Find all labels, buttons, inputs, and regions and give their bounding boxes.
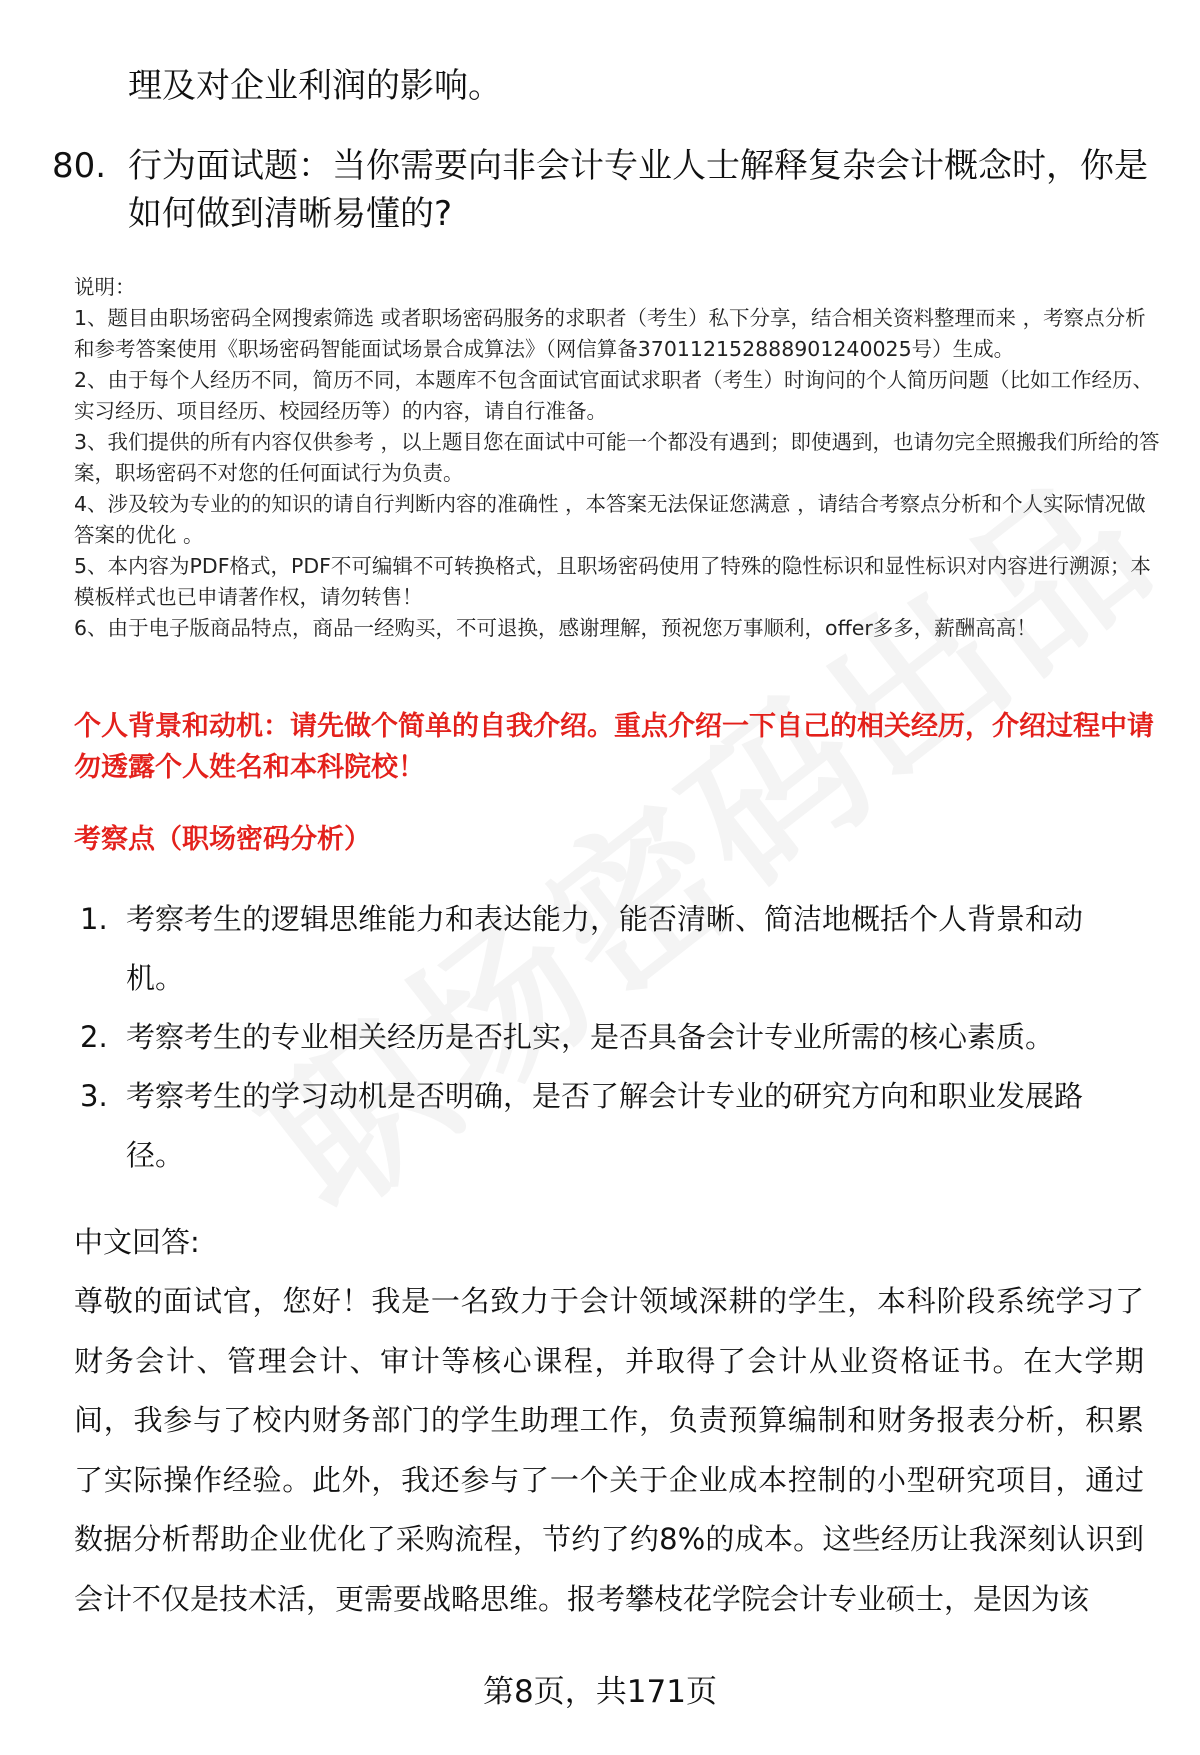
point-number: 2. — [80, 1020, 108, 1054]
section-heading: 个人背景和动机：请先做个简单的自我介绍。重点介绍一下自己的相关经历，介绍过程中请勿透露个人姓名和本科院校！ — [74, 711, 1154, 783]
note-item: 6、由于电子版商品特点，商品一经购买，不可退换，感谢理解，预祝您万事顺利，offer多多，薪酬高高！ — [74, 616, 1037, 640]
note-item: 4、涉及较为专业的的知识的请自行判断内容的准确性 ，本答案无法保证您满意 ，请结合考察点分析和个人实际情况做答案的优化 。 — [74, 492, 1146, 547]
analysis-points — [80, 890, 1120, 1185]
note-item: 3、我们提供的所有内容仅供参考 ，以上题目您在面试中可能一个都没有遇到；即使遇到，也请勿完全照搬我们所给的答案，职场密码不对您的任何面试行为负责。 — [74, 430, 1160, 485]
notes-title: 说明： — [74, 275, 136, 299]
answer-label: 中文回答: — [74, 1225, 200, 1259]
point-number: 3. — [80, 1079, 108, 1113]
point-number: 1. — [80, 902, 108, 936]
question-number: 80. — [52, 146, 107, 186]
note-item: 5、本内容为PDF格式，PDF不可编辑不可转换格式，且职场密码使用了特殊的隐性标识和显性标识对内容进行溯源；本模板样式也已申请著作权，请勿转售！ — [74, 554, 1151, 609]
point-text: 考察考生的学习动机是否明确，是否了解会计专业的研究方向和职业发展路径。 — [126, 1079, 1084, 1172]
question-80 — [52, 142, 1162, 238]
analysis-point — [80, 1008, 1120, 1067]
continued-text: 理及对企业利润的影响。 — [128, 66, 502, 106]
note-item: 1、题目由职场密码全网搜索筛选 或者职场密码服务的求职者（考生）私下分享，结合相关资料整理而来 ，考察点分析和参考答案使用《职场密码智能面试场景合成算法》（网信算备370112152888901240025号）生成。 — [74, 306, 1146, 361]
answer-text: 尊敬的面试官，您好！我是一名致力于会计领域深耕的学生，本科阶段系统学习了财务会计、管理会计、审计等核心课程，并取得了会计从业资格证书。在大学期间，我参与了校内财务部门的学生助理工作，负责预算编制和财务报表分析，积累了实际操作经验。此外，我还参与了一个关于企业成本控制的小型研究项目，通过数据分析帮助企业优化了采购流程，节约了约8%的成本。这些经历让我深刻认识到会计不仅是技术活，更需要战略思维。报考攀枝花学院会计专业硕士，是因为该 — [74, 1284, 1144, 1616]
point-text: 考察考生的逻辑思维能力和表达能力，能否清晰、简洁地概括个人背景和动机。 — [126, 902, 1084, 995]
question-text: 行为面试题：当你需要向非会计专业人士解释复杂会计概念时，你是如何做到清晰易懂的? — [128, 146, 1148, 234]
note-item: 2、由于每个人经历不同，简历不同，本题库不包含面试官面试求职者（考生）时询问的个人简历问题（比如工作经历、实习经历、项目经历、校园经历等）的内容，请自行准备。 — [74, 368, 1154, 423]
analysis-point — [80, 1067, 1120, 1185]
notes-section — [74, 272, 1164, 644]
analysis-title: 考察点（职场密码分析） — [74, 824, 371, 855]
point-text: 考察考生的专业相关经历是否扎实，是否具备会计专业所需的核心素质。 — [126, 1020, 1055, 1054]
page-footer: 第8页，共171页 — [483, 1674, 717, 1710]
analysis-point — [80, 890, 1120, 1008]
